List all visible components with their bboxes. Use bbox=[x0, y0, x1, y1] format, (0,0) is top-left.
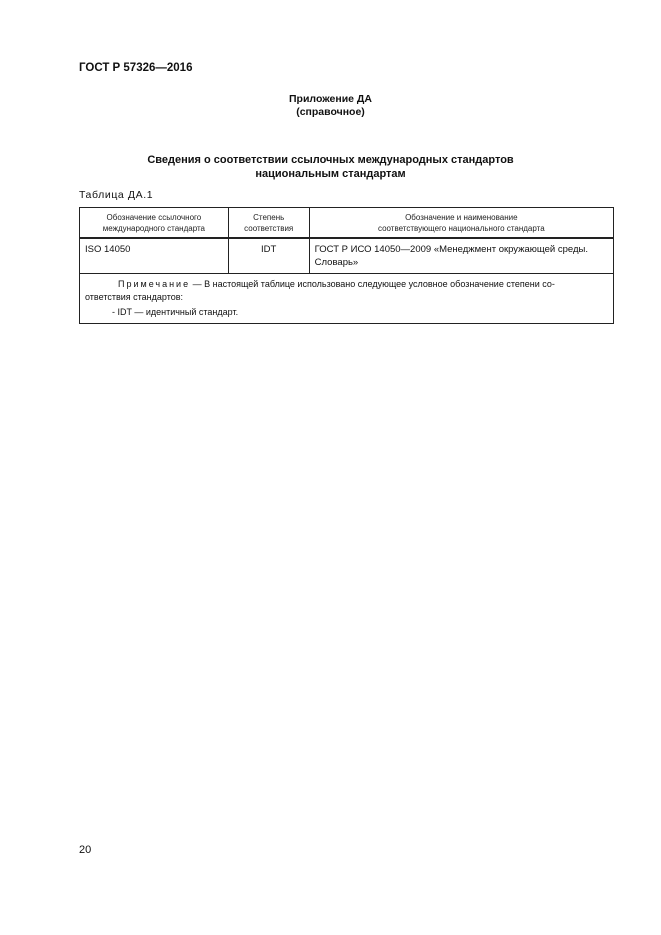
page-number: 20 bbox=[79, 844, 92, 856]
note-list-item: - IDT — идентичный стандарт. bbox=[112, 307, 239, 317]
annex-type: (справочное) bbox=[296, 106, 365, 118]
table-caption: Таблица ДА.1 bbox=[79, 189, 154, 201]
table-header-row bbox=[80, 208, 614, 239]
header-intl-standard: Обозначение ссылочного международного стандарта bbox=[80, 208, 229, 239]
table-note bbox=[80, 274, 614, 324]
correspondence-table bbox=[79, 207, 614, 324]
standard-code: ГОСТ Р 57326—2016 bbox=[79, 62, 193, 74]
header-degree: Степень соответствия bbox=[228, 208, 309, 239]
cell-intl-standard: ISO 14050 bbox=[80, 238, 229, 274]
header-national-standard: Обозначение и наименование соответствующего национального стандарта bbox=[309, 208, 613, 239]
section-title bbox=[0, 153, 661, 181]
table-note-row bbox=[80, 274, 614, 324]
section-title-line2: национальным стандартам bbox=[255, 168, 406, 180]
note-text-part2: ответствия стандартов: bbox=[85, 292, 184, 302]
note-label: Примечание bbox=[118, 279, 191, 289]
cell-degree: IDT bbox=[228, 238, 309, 274]
note-text-part1: — В настоящей таблице использовано следующее условное обозначение степени со- bbox=[190, 279, 555, 289]
section-title-line1: Сведения о соответствии ссылочных международных стандартов bbox=[147, 154, 514, 166]
table-row bbox=[80, 238, 614, 274]
cell-national-standard: ГОСТ Р ИСО 14050—2009 «Менеджмент окружающей среды. Словарь» bbox=[309, 238, 613, 274]
annex-title: Приложение ДА bbox=[289, 93, 372, 105]
annex-heading bbox=[0, 93, 661, 119]
